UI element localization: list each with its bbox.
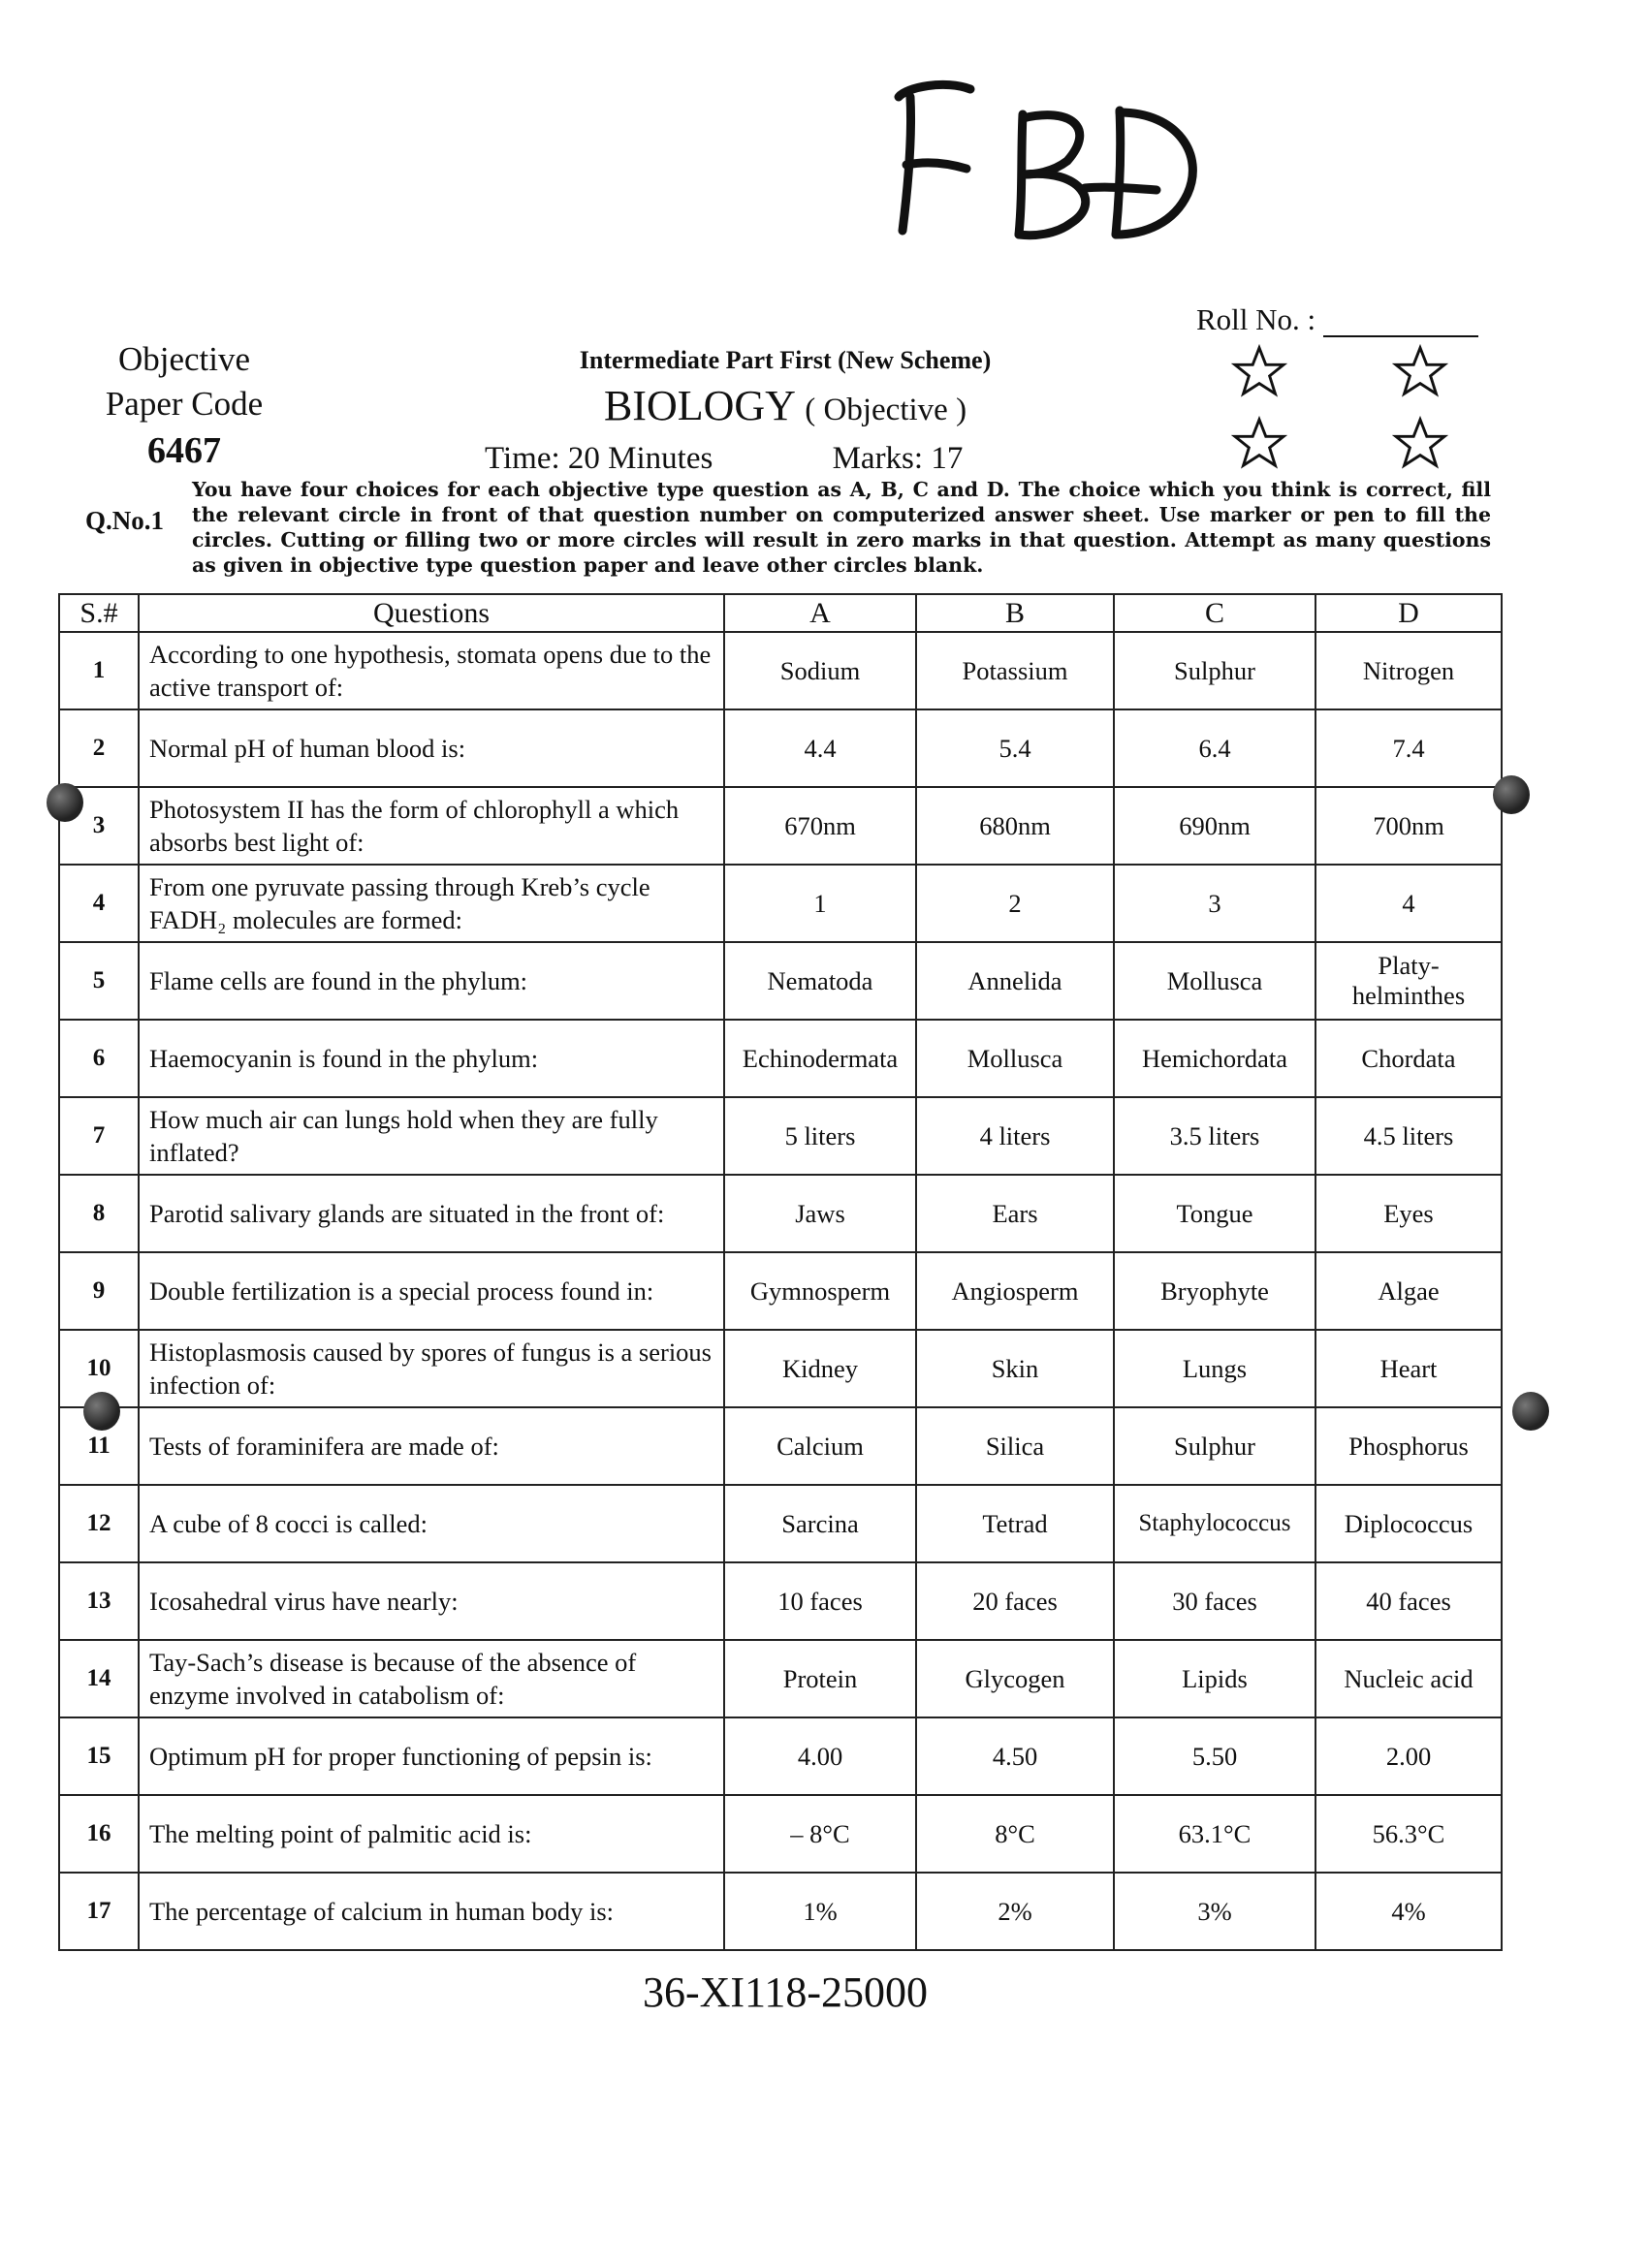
- option-b: 2: [916, 865, 1114, 942]
- option-b: 680nm: [916, 787, 1114, 865]
- table-row: [59, 1330, 1502, 1407]
- option-c: Sulphur: [1114, 1407, 1315, 1485]
- serial-number: 3: [59, 787, 139, 865]
- table-header-row: [59, 594, 1502, 632]
- table-row: [59, 865, 1502, 942]
- column-header-d: D: [1315, 594, 1502, 632]
- punch-hole-mark: [83, 1392, 120, 1431]
- paper-code-label: Paper Code: [105, 385, 264, 423]
- table-row: [59, 1252, 1502, 1330]
- paper-serial-code: 36-XI118-25000: [642, 1969, 929, 2016]
- option-b: 8°C: [916, 1795, 1114, 1873]
- table-row: [59, 1795, 1502, 1873]
- subject-name: BIOLOGY: [603, 382, 795, 429]
- table-row: [59, 1562, 1502, 1640]
- option-b: 2%: [916, 1873, 1114, 1950]
- table-row: [59, 1097, 1502, 1175]
- option-c: Lungs: [1114, 1330, 1315, 1407]
- option-b: Glycogen: [916, 1640, 1114, 1717]
- question-text: Flame cells are found in the phylum:: [139, 942, 724, 1020]
- option-a: 4.00: [724, 1717, 916, 1795]
- option-d: 700nm: [1315, 787, 1502, 865]
- option-b: 4 liters: [916, 1097, 1114, 1175]
- subject-note: ( Objective ): [805, 393, 967, 427]
- serial-number: 7: [59, 1097, 139, 1175]
- option-d: 4: [1315, 865, 1502, 942]
- table-row: [59, 787, 1502, 865]
- question-text: Photosystem II has the form of chlorophyll a which absorbs best light of:: [139, 787, 724, 865]
- star-icon: [1392, 416, 1448, 472]
- option-b: Annelida: [916, 942, 1114, 1020]
- option-b: Ears: [916, 1175, 1114, 1252]
- option-d: Diplococcus: [1315, 1485, 1502, 1562]
- option-c: Mollusca: [1114, 942, 1315, 1020]
- option-d: Nucleic acid: [1315, 1640, 1502, 1717]
- option-c: 5.50: [1114, 1717, 1315, 1795]
- table-row: [59, 632, 1502, 709]
- serial-number: 17: [59, 1873, 139, 1950]
- serial-number: 14: [59, 1640, 139, 1717]
- option-b: Skin: [916, 1330, 1114, 1407]
- option-c: 3%: [1114, 1873, 1315, 1950]
- table-row: [59, 1175, 1502, 1252]
- option-c: 6.4: [1114, 709, 1315, 787]
- option-d: 7.4: [1315, 709, 1502, 787]
- option-b: Silica: [916, 1407, 1114, 1485]
- option-a: Kidney: [724, 1330, 916, 1407]
- option-b: 20 faces: [916, 1562, 1114, 1640]
- serial-number: 1: [59, 632, 139, 709]
- table-row: [59, 1717, 1502, 1795]
- option-d: 40 faces: [1315, 1562, 1502, 1640]
- option-a: Calcium: [724, 1407, 916, 1485]
- roll-number-field: [1196, 302, 1478, 337]
- time-allowed: Time: 20 Minutes: [485, 441, 713, 476]
- option-b: 5.4: [916, 709, 1114, 787]
- serial-number: 15: [59, 1717, 139, 1795]
- paper-code-value: 6467: [147, 430, 221, 471]
- option-d: Algae: [1315, 1252, 1502, 1330]
- serial-number: 6: [59, 1020, 139, 1097]
- serial-number: 2: [59, 709, 139, 787]
- table-row: [59, 1640, 1502, 1717]
- serial-number: 8: [59, 1175, 139, 1252]
- table-row: [59, 942, 1502, 1020]
- handwritten-fbd-mark: [877, 68, 1226, 262]
- question-text: According to one hypothesis, stomata opens due to the active transport of:: [139, 632, 724, 709]
- option-a: Jaws: [724, 1175, 916, 1252]
- question-text: Haemocyanin is found in the phylum:: [139, 1020, 724, 1097]
- option-a: Gymnosperm: [724, 1252, 916, 1330]
- roll-number-label: Roll No. :: [1196, 302, 1316, 336]
- time-marks-line: [427, 436, 1144, 481]
- roll-number-blank: [1323, 312, 1478, 337]
- column-header-serial: S.#: [59, 594, 139, 632]
- option-b: Mollusca: [916, 1020, 1114, 1097]
- option-d: Nitrogen: [1315, 632, 1502, 709]
- question-text: Optimum pH for proper functioning of pepsin is:: [139, 1717, 724, 1795]
- option-c: Lipids: [1114, 1640, 1315, 1717]
- question-text: How much air can lungs hold when they are fully inflated?: [139, 1097, 724, 1175]
- option-a: 670nm: [724, 787, 916, 865]
- option-a: 1: [724, 865, 916, 942]
- option-c: Hemichordata: [1114, 1020, 1315, 1097]
- star-icon: [1231, 416, 1287, 472]
- option-c: Sulphur: [1114, 632, 1315, 709]
- option-d: Platy-helminthes: [1315, 942, 1502, 1020]
- option-a: 10 faces: [724, 1562, 916, 1640]
- table-row: [59, 1873, 1502, 1950]
- serial-number: 10: [59, 1330, 139, 1407]
- option-a: – 8°C: [724, 1795, 916, 1873]
- serial-number: 16: [59, 1795, 139, 1873]
- column-header-b: B: [916, 594, 1114, 632]
- question-text: Parotid salivary glands are situated in the front of:: [139, 1175, 724, 1252]
- instructions-text: You have four choices for each objective type question as A, B, C and D. The choice which you think is correct, fill the relevant circle in front of that question number on computerized answer sheet. Use marker or pen to fill the circles. Cutting or filling two or more circles will result in zero marks in that question. Attempt as many questions as given in objective type question paper and leave other circles blank.: [192, 478, 1491, 577]
- option-b: Angiosperm: [916, 1252, 1114, 1330]
- table-row: [59, 1020, 1502, 1097]
- option-c: 690nm: [1114, 787, 1315, 865]
- option-d: Chordata: [1315, 1020, 1502, 1097]
- punch-hole-mark: [47, 783, 83, 822]
- star-stamps: [1231, 344, 1483, 480]
- option-c: 3.5 liters: [1114, 1097, 1315, 1175]
- column-header-c: C: [1114, 594, 1315, 632]
- total-marks: Marks: 17: [832, 441, 964, 476]
- table-row: [59, 709, 1502, 787]
- option-a: Sodium: [724, 632, 916, 709]
- objective-label: Objective: [117, 340, 251, 378]
- option-b: 4.50: [916, 1717, 1114, 1795]
- option-d: Eyes: [1315, 1175, 1502, 1252]
- question-text: Double fertilization is a special process found in:: [139, 1252, 724, 1330]
- option-c: 3: [1114, 865, 1315, 942]
- option-c: 30 faces: [1114, 1562, 1315, 1640]
- option-c: Bryophyte: [1114, 1252, 1315, 1330]
- option-b: Potassium: [916, 632, 1114, 709]
- question-text: The percentage of calcium in human body is:: [139, 1873, 724, 1950]
- paper-code-block: [68, 337, 301, 475]
- question-text: Tay-Sach’s disease is because of the absence of enzyme involved in catabolism of:: [139, 1640, 724, 1717]
- column-header-a: A: [724, 594, 916, 632]
- option-a: Sarcina: [724, 1485, 916, 1562]
- question-text: Normal pH of human blood is:: [139, 709, 724, 787]
- star-icon: [1231, 344, 1287, 400]
- serial-number: 4: [59, 865, 139, 942]
- option-d: 4%: [1315, 1873, 1502, 1950]
- option-a: Protein: [724, 1640, 916, 1717]
- question-number: Q.No.1: [85, 506, 164, 535]
- option-a: 1%: [724, 1873, 916, 1950]
- mcq-table: [58, 593, 1503, 1951]
- table-row: [59, 1485, 1502, 1562]
- option-a: 4.4: [724, 709, 916, 787]
- question-text: Histoplasmosis caused by spores of fungus is a serious infection of:: [139, 1330, 724, 1407]
- question-text: The melting point of palmitic acid is:: [139, 1795, 724, 1873]
- question-text: Tests of foraminifera are made of:: [139, 1407, 724, 1485]
- punch-hole-mark: [1493, 775, 1530, 814]
- option-c: Staphylococcus: [1114, 1485, 1315, 1562]
- serial-number: 13: [59, 1562, 139, 1640]
- subject-title: [427, 380, 1144, 436]
- serial-number: 11: [59, 1407, 139, 1485]
- option-a: 5 liters: [724, 1097, 916, 1175]
- column-header-questions: Questions: [139, 594, 724, 632]
- option-c: 63.1°C: [1114, 1795, 1315, 1873]
- option-c: Tongue: [1114, 1175, 1315, 1252]
- serial-number: 12: [59, 1485, 139, 1562]
- serial-number: 9: [59, 1252, 139, 1330]
- exam-subtitle: Intermediate Part First (New Scheme): [579, 346, 992, 374]
- table-row: [59, 1407, 1502, 1485]
- option-d: 56.3°C: [1315, 1795, 1502, 1873]
- option-d: Heart: [1315, 1330, 1502, 1407]
- star-icon: [1392, 344, 1448, 400]
- serial-number: 5: [59, 942, 139, 1020]
- option-d: 2.00: [1315, 1717, 1502, 1795]
- option-a: Nematoda: [724, 942, 916, 1020]
- question-text: A cube of 8 cocci is called:: [139, 1485, 724, 1562]
- punch-hole-mark: [1512, 1392, 1549, 1431]
- question-text: From one pyruvate passing through Kreb’s cycle FADH₂ molecules are formed:: [139, 865, 724, 942]
- option-d: Phosphorus: [1315, 1407, 1502, 1485]
- exam-header: [427, 341, 1144, 481]
- question-text: Icosahedral virus have nearly:: [139, 1562, 724, 1640]
- option-b: Tetrad: [916, 1485, 1114, 1562]
- option-a: Echinodermata: [724, 1020, 916, 1097]
- option-d: 4.5 liters: [1315, 1097, 1502, 1175]
